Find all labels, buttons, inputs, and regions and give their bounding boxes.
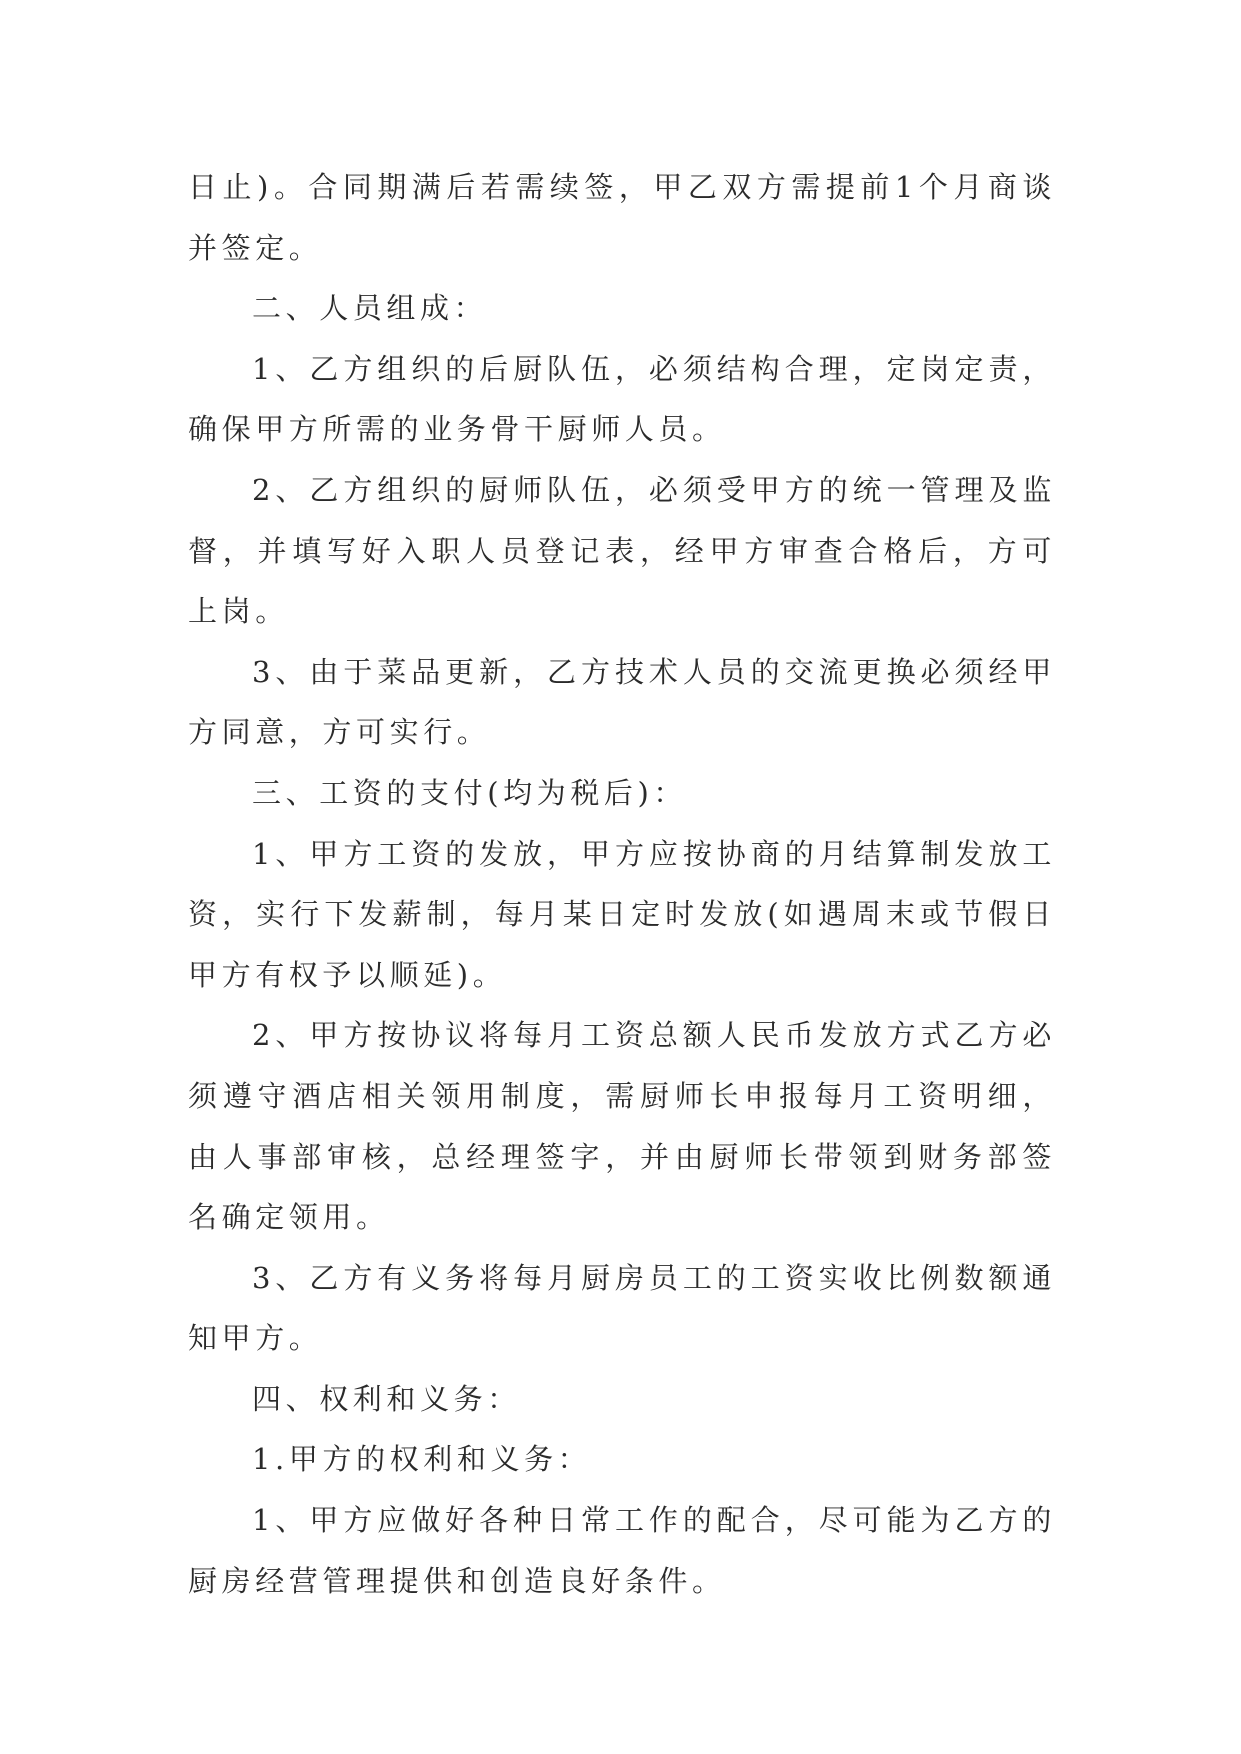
paragraph-contract-renewal: 日止)。合同期满后若需续签，甲乙双方需提前1个月商谈并签定。: [188, 170, 1056, 265]
heading-staff-composition: 二、人员组成：: [252, 291, 488, 326]
paragraph-party-a-1: 1、甲方应做好各种日常工作的配合，尽可能为乙方的厨房经营管理提供和创造良好条件。: [188, 1503, 1056, 1598]
heading-rights-obligations: 四、权利和义务：: [252, 1381, 521, 1416]
paragraph-staff-1: 1、乙方组织的后厨队伍，必须结构合理，定岗定责，确保甲方所需的业务骨干厨师人员。: [188, 351, 1056, 447]
paragraph-salary-2: 2、甲方按协议将每月工资总额人民币发放方式乙方必须遵守酒店相关领用制度，需厨师长申报每月工资明细，由人事部审核，总经理签字，并由厨师长带领到财务部签名确定领用。: [188, 1018, 1056, 1235]
paragraph-staff-3: 3、由于菜品更新，乙方技术人员的交流更换必须经甲方同意，方可实行。: [188, 654, 1056, 750]
paragraph-salary-3: 3、乙方有义务将每月厨房员工的工资实收比例数额通知甲方。: [188, 1260, 1056, 1356]
paragraph-salary-1: 1、甲方工资的发放，甲方应按协商的月结算制发放工资，实行下发薪制，每月某日定时发放(如遇周末或节假日甲方有权予以顺延)。: [188, 836, 1056, 992]
paragraph-staff-2: 2、乙方组织的厨师队伍，必须受甲方的统一管理及监督，并填写好入职人员登记表，经甲方审查合格后，方可上岗。: [188, 472, 1056, 629]
heading-salary-payment: 三、工资的支付(均为税后)：: [252, 775, 688, 810]
document-page: [188, 157, 1056, 1611]
subheading-party-a-rights: 1.甲方的权利和义务：: [252, 1442, 592, 1477]
